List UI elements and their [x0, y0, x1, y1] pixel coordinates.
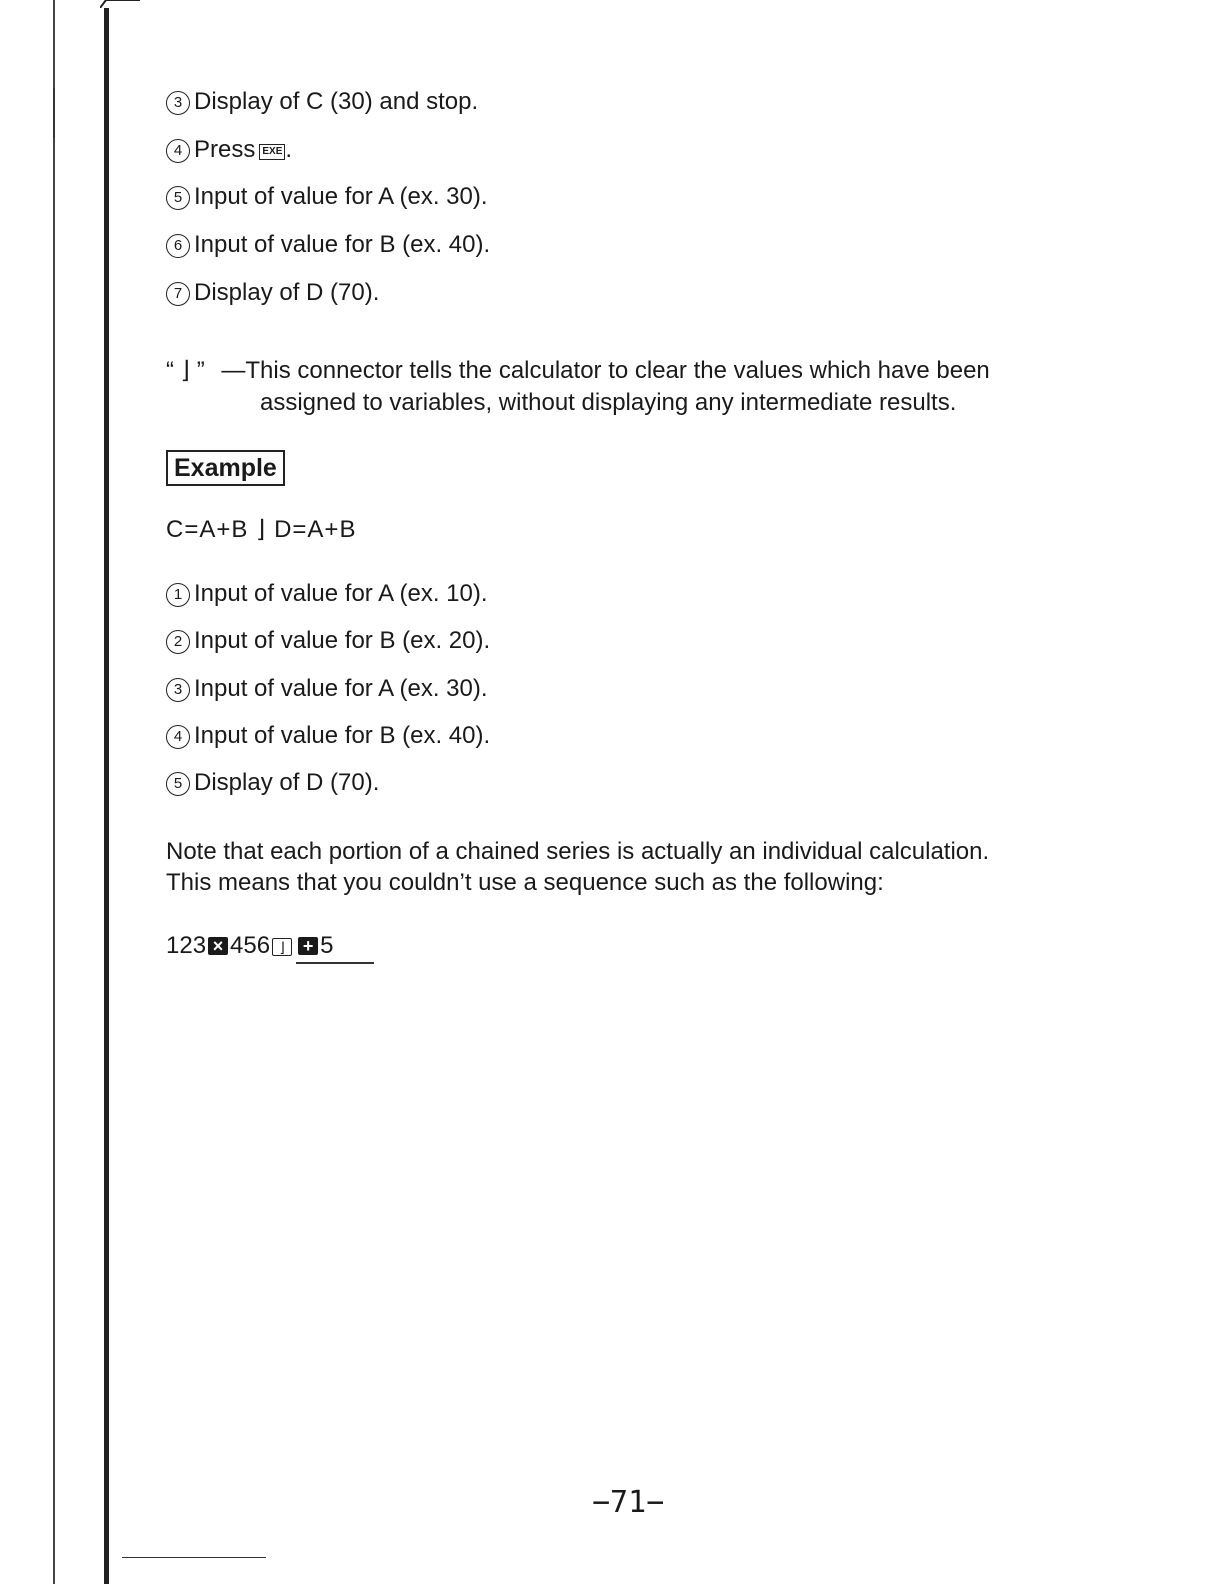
step-number-badge: 7: [166, 282, 190, 306]
binding-edge-line: [53, 0, 55, 1584]
note-line-2: This means that you couldn’t use a sequence such as the following:: [166, 869, 884, 896]
step-number-badge: 1: [166, 583, 190, 607]
footer-rule: [122, 1557, 266, 1558]
step-number-badge: 3: [166, 678, 190, 702]
step-text: Display of D (70).: [194, 279, 380, 306]
step-item: [166, 626, 490, 656]
step-text-end: .: [285, 136, 293, 163]
step-item: [166, 135, 292, 165]
connector-description: [166, 355, 990, 386]
step-item: [166, 674, 488, 704]
connector-line-2: assigned to variables, without displaying any intermediate results.: [260, 389, 957, 416]
step-number-badge: 4: [166, 725, 190, 749]
step-text: Input of value for A (ex. 30).: [194, 183, 488, 210]
sequence-number: 5: [320, 932, 334, 959]
step-number-badge: 2: [166, 630, 190, 654]
step-item: [166, 87, 478, 117]
step-number-badge: 4: [166, 139, 190, 163]
step-text: Input of value for B (ex. 20).: [194, 627, 491, 654]
multiply-key-icon: ×: [208, 937, 228, 955]
binding-spine: [104, 8, 109, 1584]
step-text: Input of value for B (ex. 40).: [194, 722, 491, 749]
step-item: [166, 230, 490, 260]
step-number-badge: 5: [166, 186, 190, 210]
step-number-badge: 5: [166, 772, 190, 796]
sequence-underline: [296, 962, 374, 964]
sequence-number: 123: [166, 932, 207, 959]
sequence-number: 456: [230, 932, 271, 959]
step-text: Display of C (30) and stop.: [194, 88, 479, 115]
step-text: Press: [194, 136, 256, 163]
connector-symbol: “ ⌋ ”: [166, 357, 205, 384]
step-item: [166, 278, 379, 308]
step-text: Input of value for B (ex. 40).: [194, 231, 491, 258]
step-text: Input of value for A (ex. 30).: [194, 675, 488, 702]
example-label: Example: [166, 450, 285, 486]
step-item: [166, 579, 488, 609]
step-item: [166, 721, 490, 751]
connector-line-1: —This connector tells the calculator to clear the values which have been: [221, 357, 990, 384]
exe-key-icon: EXE: [259, 144, 285, 160]
step-number-badge: 6: [166, 234, 190, 258]
formula: C=A+B ⌋ D=A+B: [166, 516, 357, 543]
step-number-badge: 3: [166, 91, 190, 115]
binding-cap: [100, 0, 140, 8]
page-number: −71−: [592, 1485, 665, 1520]
step-item: [166, 768, 379, 798]
note-line-1: Note that each portion of a chained series is actually an individual calculation.: [166, 838, 990, 865]
plus-key-icon: +: [298, 937, 318, 955]
margin-mark: [53, 88, 59, 138]
step-item: [166, 182, 488, 212]
step-text: Display of D (70).: [194, 769, 380, 796]
step-text: Input of value for A (ex. 10).: [194, 580, 488, 607]
connector-key-icon: ⌋: [272, 938, 292, 956]
key-sequence: [166, 931, 333, 961]
